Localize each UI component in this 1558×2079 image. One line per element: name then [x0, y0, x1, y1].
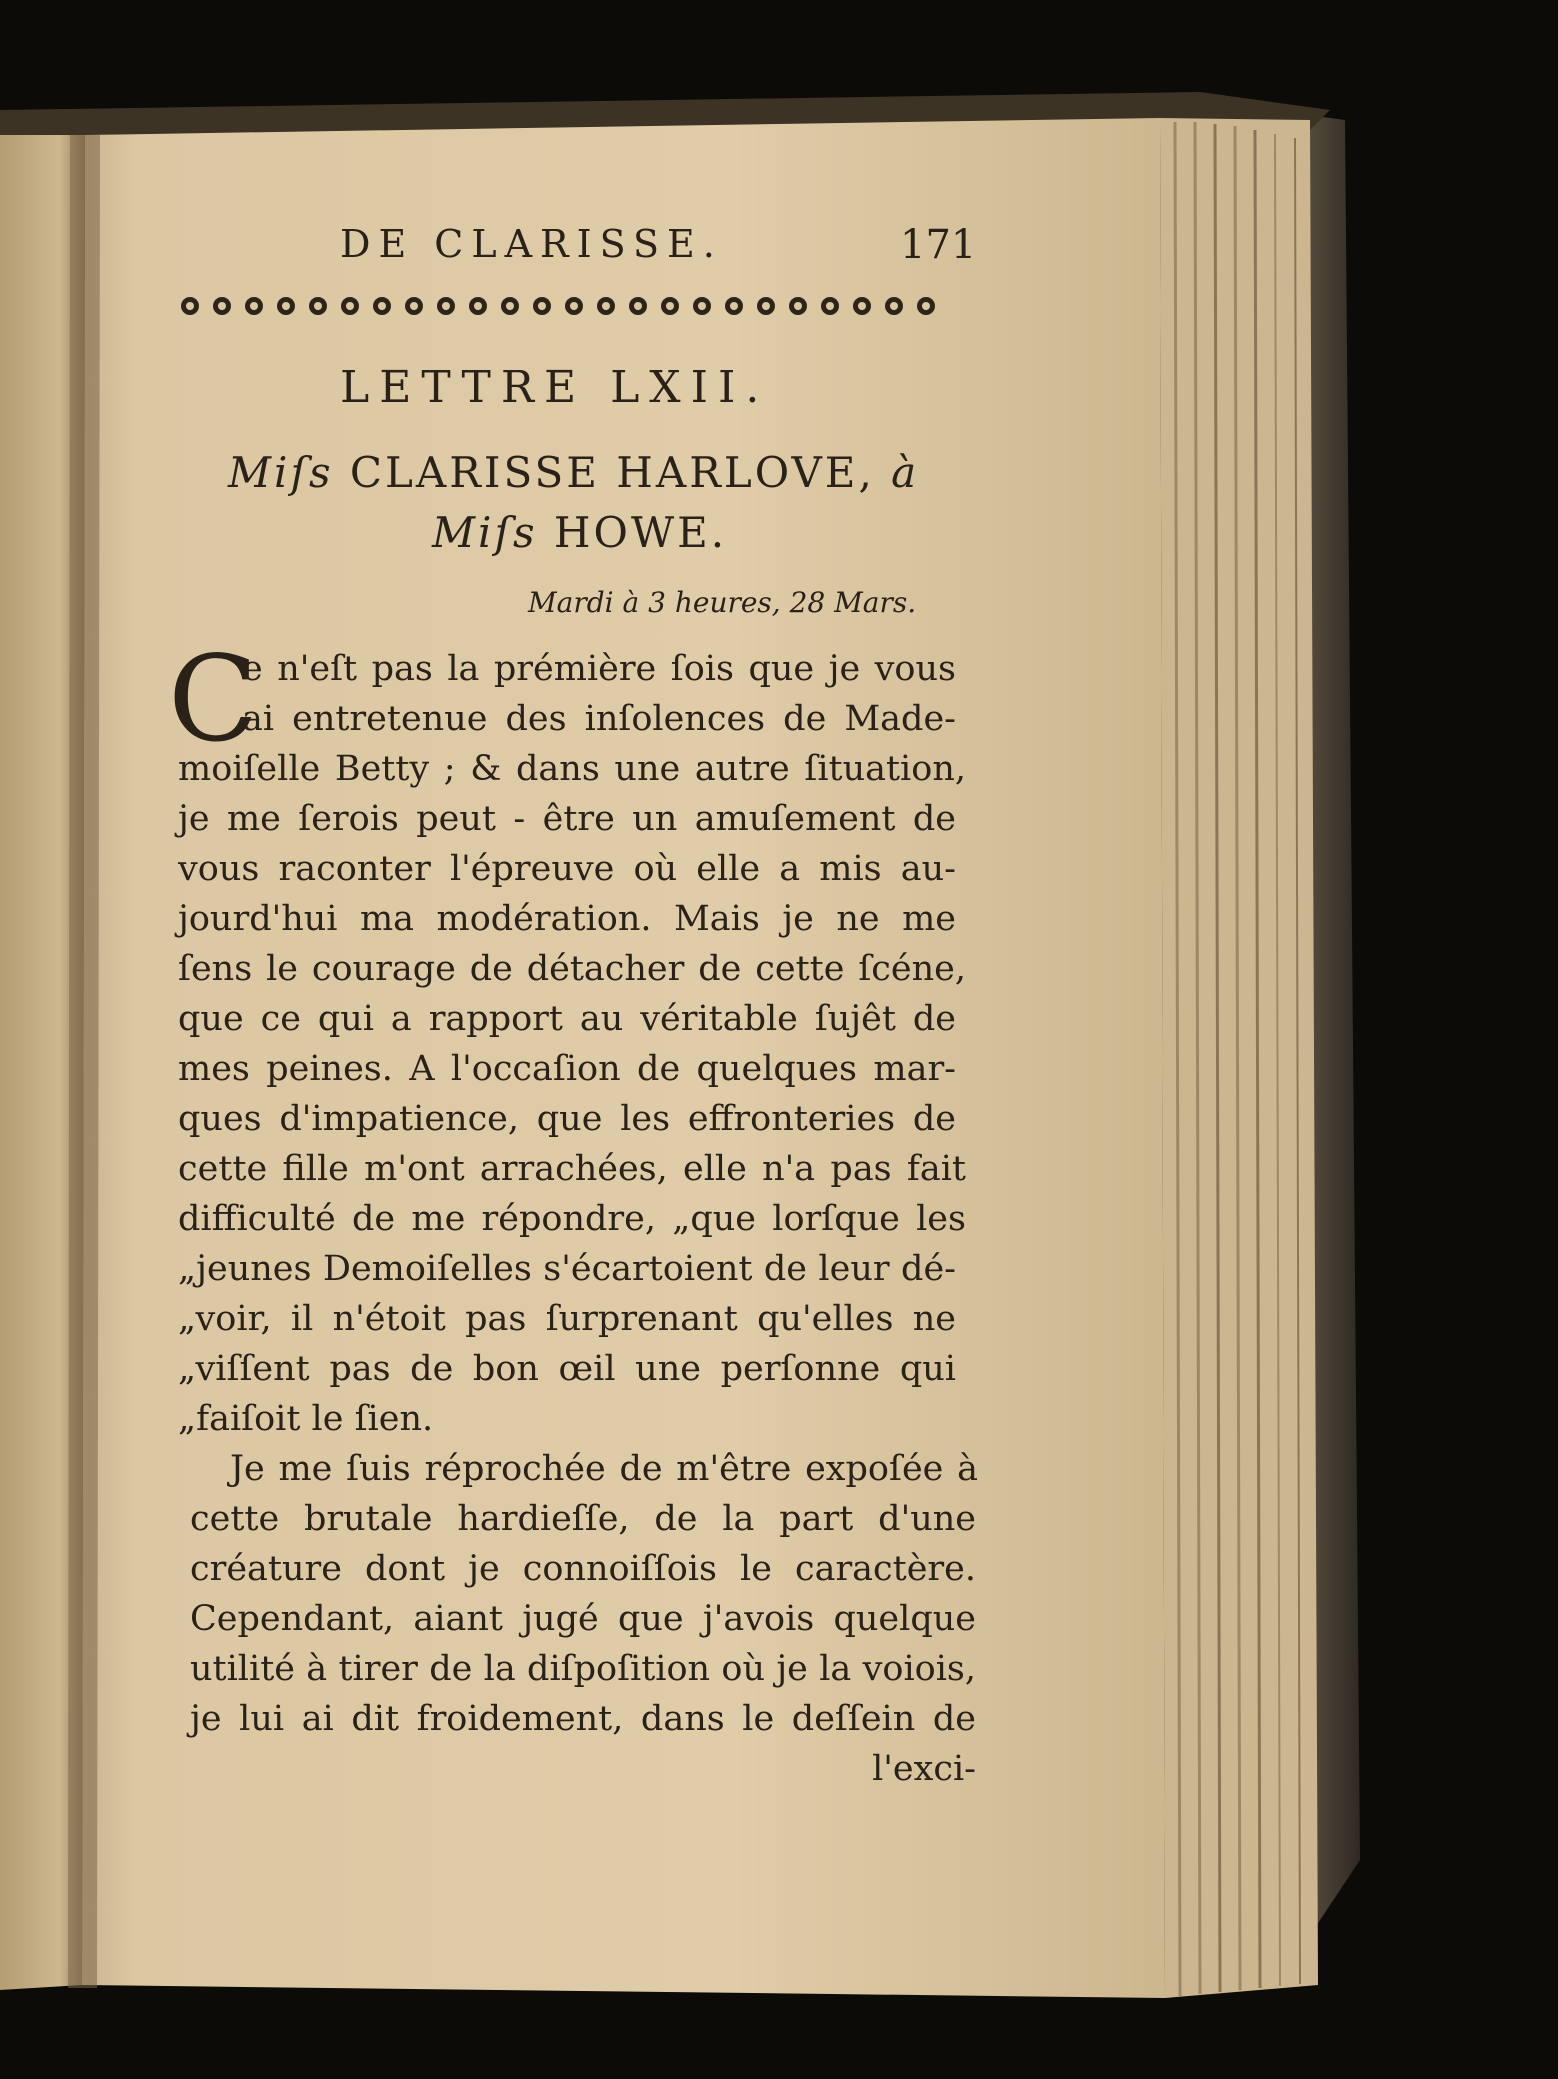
body-line: „viſſent pas de bon œil une perſonne qui	[178, 1349, 956, 1389]
body-line: moiſelle Betty ; & dans une autre ſituation,	[178, 749, 966, 789]
addressee-line-1	[228, 448, 919, 497]
addressee-sender: CLARISSE HARLOVE,	[349, 448, 875, 497]
body-line: utilité à tirer de la diſpoſition où je la voiois,	[190, 1649, 976, 1689]
body-line: je me ſerois peut - être un amuſement de	[178, 799, 956, 839]
addressee-recipient: HOWE.	[553, 508, 728, 557]
dateline: Mardi à 3 heures, 28 Mars.	[528, 586, 917, 619]
body-line: Cependant, aiant jugé que j'avois quelque	[190, 1599, 976, 1639]
page-number: 171	[900, 222, 977, 268]
body-line: ſens le courage de détacher de cette ſcéne,	[178, 949, 966, 989]
addressee-preposition: à	[891, 448, 920, 497]
body-line: que ce qui a rapport au véritable ſujêt de	[178, 999, 956, 1039]
addressee-line-2	[432, 508, 727, 557]
body-line: Je me ſuis réprochée de m'être expoſée à	[230, 1449, 978, 1489]
body-line: jourd'hui ma modération. Mais je ne me	[178, 899, 956, 939]
addressee-honorific: Miſs	[228, 448, 334, 497]
body-line: „voir, il n'étoit pas ſurprenant qu'elles ne	[178, 1299, 956, 1339]
body-line: e n'eſt pas la prémière ſois que je vous	[242, 649, 956, 689]
addressee-honorific-2: Miſs	[432, 508, 538, 557]
body-line: je lui ai dit froidement, dans le deſſein de	[190, 1699, 976, 1739]
body-line: créature dont je connoiſſois le caractère.	[190, 1549, 976, 1589]
body-line: mes peines. A l'occaſion de quelques mar-	[178, 1049, 956, 1089]
ornament-row-icon	[175, 286, 955, 326]
body-line: vous raconter l'épreuve où elle a mis au-	[178, 849, 956, 889]
body-line: „jeunes Demoiſelles s'écartoient de leur dé-	[178, 1249, 956, 1289]
running-head: DE CLARISSE.	[340, 222, 723, 266]
body-line: „faiſoit le ſien.	[178, 1399, 434, 1439]
body-line: l'exci-	[872, 1749, 976, 1789]
body-line: ques d'impatience, que les effronteries de	[178, 1099, 956, 1139]
body-line: cette fille m'ont arrachées, elle n'a pas fait	[178, 1149, 966, 1189]
body-line: difficulté de me répondre, „que lorſque les	[178, 1199, 966, 1239]
letter-title: LETTRE LXII.	[340, 362, 770, 413]
body-line: ai entretenue des inſolences de Made-	[242, 699, 956, 739]
body-line: cette brutale hardieſſe, de la part d'une	[190, 1499, 976, 1539]
drop-cap: C	[168, 630, 259, 768]
